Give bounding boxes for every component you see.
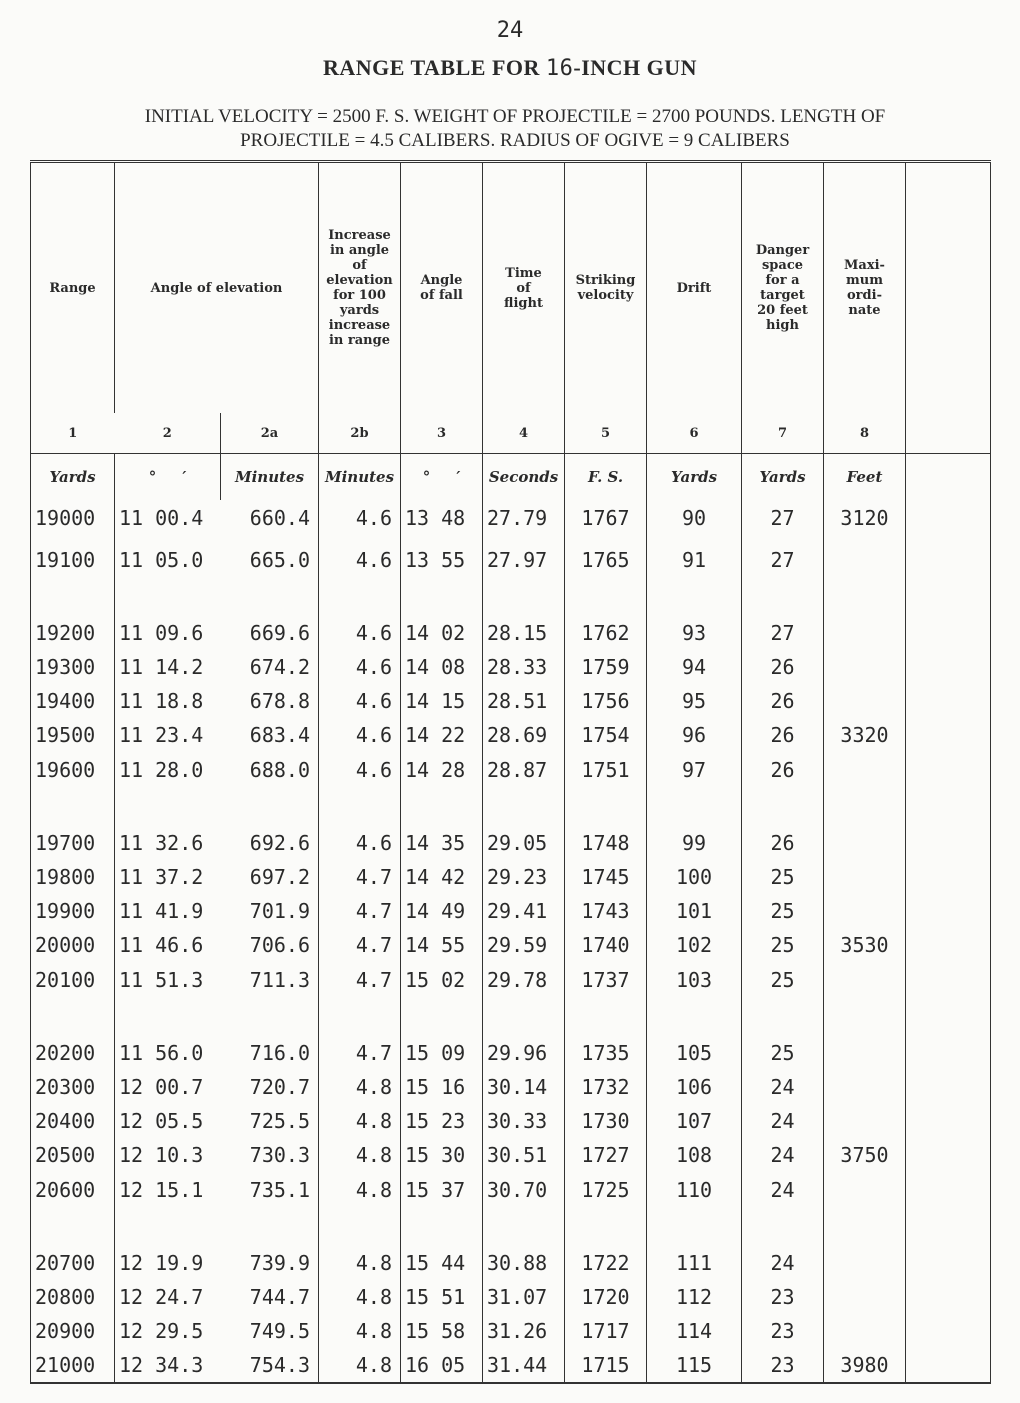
cell-danger: 27 bbox=[742, 542, 824, 616]
cell-elev: 12 19.9 bbox=[115, 1246, 221, 1280]
cell-drift: 106 bbox=[647, 1070, 742, 1104]
cell-fall: 15 02 bbox=[401, 962, 483, 1036]
cell-drift: 114 bbox=[647, 1314, 742, 1348]
column-number-row bbox=[31, 413, 991, 454]
cell-range: 20300 bbox=[31, 1070, 115, 1104]
cell-drift: 101 bbox=[647, 894, 742, 928]
cell-time: 27.97 bbox=[483, 542, 565, 616]
page-title bbox=[0, 55, 1020, 81]
cell-time: 31.07 bbox=[483, 1280, 565, 1314]
cell-vel: 1717 bbox=[565, 1314, 647, 1348]
cell-elev-min: 692.6 bbox=[249, 831, 310, 855]
cell-range: 20500 bbox=[31, 1138, 115, 1172]
cell-ord bbox=[824, 542, 906, 616]
cell-fall: 14 08 bbox=[401, 650, 483, 684]
cell-blank bbox=[906, 962, 991, 1036]
colnum-blank bbox=[906, 413, 991, 454]
cell-ord bbox=[824, 1104, 906, 1138]
cell-inc: 4.8 bbox=[319, 1070, 401, 1104]
cell-time: 30.51 bbox=[483, 1138, 565, 1172]
unit-seconds: Seconds bbox=[483, 454, 565, 501]
header-increase: Increase in angle of elevation for 100 yards increase in range bbox=[319, 162, 401, 414]
cell-elev: 12 15.1 bbox=[115, 1172, 221, 1246]
cell-elev-min: 665.0 bbox=[249, 548, 310, 572]
unit-deg-min: ° ′ bbox=[115, 454, 221, 501]
table-row bbox=[31, 1036, 991, 1070]
cell-ord bbox=[824, 752, 906, 826]
colnum-2a: 2a bbox=[221, 413, 319, 454]
header-ordinate: Maxi-mum ordi-nate bbox=[824, 162, 906, 414]
cell-inc: 4.8 bbox=[319, 1314, 401, 1348]
cell-fall: 15 16 bbox=[401, 1070, 483, 1104]
cell-range: 19900 bbox=[31, 894, 115, 928]
cell-danger: 27 bbox=[742, 500, 824, 542]
cell-vel: 1767 bbox=[565, 500, 647, 542]
cell-time: 30.14 bbox=[483, 1070, 565, 1104]
cell-inc: 4.8 bbox=[319, 1172, 401, 1246]
unit-minutes-2b: Minutes bbox=[319, 454, 401, 501]
cell-drift: 93 bbox=[647, 616, 742, 650]
cell-drift: 96 bbox=[647, 718, 742, 752]
cell-ord bbox=[824, 1280, 906, 1314]
cell-vel: 1725 bbox=[565, 1172, 647, 1246]
cell-elev-min: 706.6 bbox=[249, 933, 310, 957]
cell-time: 28.87 bbox=[483, 752, 565, 826]
cell-elev-min: 739.9 bbox=[249, 1251, 310, 1275]
cell-drift: 105 bbox=[647, 1036, 742, 1070]
cell-time: 29.78 bbox=[483, 962, 565, 1036]
cell-elev-min: 754.3 bbox=[249, 1353, 310, 1377]
cell-blank bbox=[906, 1172, 991, 1246]
cell-elev-min: 720.7 bbox=[249, 1075, 310, 1099]
cell-blank bbox=[906, 1246, 991, 1280]
cell-elev: 11 05.0 bbox=[115, 542, 221, 616]
cell-ord bbox=[824, 962, 906, 1036]
title-prefix: RANGE TABLE FOR bbox=[322, 55, 540, 80]
cell-inc: 4.6 bbox=[319, 684, 401, 718]
header-drift: Drift bbox=[647, 162, 742, 414]
cell-range: 20800 bbox=[31, 1280, 115, 1314]
cell-drift: 99 bbox=[647, 826, 742, 860]
header-range: Range bbox=[31, 162, 115, 414]
cell-elev-min: 688.0 bbox=[249, 758, 310, 782]
cell-danger: 24 bbox=[742, 1104, 824, 1138]
cell-inc: 4.6 bbox=[319, 616, 401, 650]
cell-elev-min: 711.3 bbox=[249, 968, 310, 992]
cell-blank bbox=[906, 752, 991, 826]
cell-vel: 1735 bbox=[565, 1036, 647, 1070]
cell-danger: 26 bbox=[742, 650, 824, 684]
cell-elev: 11 23.4 bbox=[115, 718, 221, 752]
cell-elev-min: 744.7 bbox=[249, 1285, 310, 1309]
cell-vel: 1765 bbox=[565, 542, 647, 616]
cell-vel: 1737 bbox=[565, 962, 647, 1036]
cell-ord: 3980 bbox=[824, 1348, 906, 1383]
table-row bbox=[31, 894, 991, 928]
cell-time: 30.70 bbox=[483, 1172, 565, 1246]
cell-inc: 4.6 bbox=[319, 826, 401, 860]
cell-fall: 14 42 bbox=[401, 860, 483, 894]
cell-drift: 94 bbox=[647, 650, 742, 684]
header-velocity: Striking velocity bbox=[565, 162, 647, 414]
cell-danger: 23 bbox=[742, 1348, 824, 1383]
cell-range: 20400 bbox=[31, 1104, 115, 1138]
cell-blank bbox=[906, 1104, 991, 1138]
cell-inc: 4.8 bbox=[319, 1138, 401, 1172]
header-fall: Angle of fall bbox=[401, 162, 483, 414]
cell-blank bbox=[906, 826, 991, 860]
cell-drift: 111 bbox=[647, 1246, 742, 1280]
cell-elev: 11 32.6 bbox=[115, 826, 221, 860]
unit-danger-yards: Yards bbox=[742, 454, 824, 501]
unit-blank bbox=[906, 454, 991, 501]
cell-fall: 15 44 bbox=[401, 1246, 483, 1280]
cell-fall: 14 02 bbox=[401, 616, 483, 650]
cell-time: 28.69 bbox=[483, 718, 565, 752]
cell-drift: 108 bbox=[647, 1138, 742, 1172]
cell-ord bbox=[824, 1172, 906, 1246]
cell-elev-min: 674.2 bbox=[249, 655, 310, 679]
cell-danger: 26 bbox=[742, 826, 824, 860]
cell-time: 29.59 bbox=[483, 928, 565, 962]
cell-blank bbox=[906, 1036, 991, 1070]
cell-elev: 12 29.5 bbox=[115, 1314, 221, 1348]
cell-ord bbox=[824, 650, 906, 684]
cell-ord: 3120 bbox=[824, 500, 906, 542]
cell-elev-min: 735.1 bbox=[249, 1178, 310, 1202]
cell-elev: 11 37.2 bbox=[115, 860, 221, 894]
cell-danger: 25 bbox=[742, 860, 824, 894]
cell-inc: 4.6 bbox=[319, 718, 401, 752]
cell-time: 28.51 bbox=[483, 684, 565, 718]
cell-ord bbox=[824, 616, 906, 650]
cell-inc: 4.8 bbox=[319, 1280, 401, 1314]
cell-vel: 1759 bbox=[565, 650, 647, 684]
cell-elev-min: 678.8 bbox=[249, 689, 310, 713]
range-table bbox=[30, 160, 991, 1384]
cell-ord bbox=[824, 826, 906, 860]
page-number: 24 bbox=[496, 18, 524, 43]
cell-danger: 25 bbox=[742, 962, 824, 1036]
cell-elev: 11 14.2 bbox=[115, 650, 221, 684]
table-row bbox=[31, 962, 991, 1036]
cell-blank bbox=[906, 1070, 991, 1104]
cell-elev: 12 24.7 bbox=[115, 1280, 221, 1314]
cell-elev: 11 56.0 bbox=[115, 1036, 221, 1070]
cell-inc: 4.7 bbox=[319, 928, 401, 962]
cell-fall: 15 09 bbox=[401, 1036, 483, 1070]
cell-range: 20600 bbox=[31, 1172, 115, 1246]
cell-drift: 91 bbox=[647, 542, 742, 616]
cell-range: 19700 bbox=[31, 826, 115, 860]
subtitle-line-1: INITIAL VELOCITY = 2500 F. S. WEIGHT OF PROJECTILE = 2700 POUNDS. LENGTH OF bbox=[144, 106, 886, 127]
table-row bbox=[31, 1172, 991, 1246]
title-suffix: -INCH GUN bbox=[573, 55, 698, 80]
cell-range: 20900 bbox=[31, 1314, 115, 1348]
cell-fall: 14 55 bbox=[401, 928, 483, 962]
title-caliber: 16 bbox=[545, 56, 574, 81]
unit-minutes: Minutes bbox=[221, 454, 319, 501]
table-row bbox=[31, 1280, 991, 1314]
cell-ord bbox=[824, 684, 906, 718]
cell-elev-min: 697.2 bbox=[249, 865, 310, 889]
cell-range: 19500 bbox=[31, 718, 115, 752]
cell-drift: 102 bbox=[647, 928, 742, 962]
cell-range: 19300 bbox=[31, 650, 115, 684]
cell-elev-min: 669.6 bbox=[249, 621, 310, 645]
cell-elev: 11 46.6 bbox=[115, 928, 221, 962]
colnum-3: 3 bbox=[401, 413, 483, 454]
cell-blank bbox=[906, 894, 991, 928]
cell-inc: 4.8 bbox=[319, 1348, 401, 1383]
cell-time: 29.96 bbox=[483, 1036, 565, 1070]
cell-time: 28.15 bbox=[483, 616, 565, 650]
cell-ord: 3320 bbox=[824, 718, 906, 752]
cell-time: 30.33 bbox=[483, 1104, 565, 1138]
cell-danger: 24 bbox=[742, 1138, 824, 1172]
cell-range: 19200 bbox=[31, 616, 115, 650]
colnum-2b: 2b bbox=[319, 413, 401, 454]
cell-inc: 4.7 bbox=[319, 894, 401, 928]
cell-range: 21000 bbox=[31, 1348, 115, 1383]
cell-blank bbox=[906, 1348, 991, 1383]
cell-fall: 14 35 bbox=[401, 826, 483, 860]
cell-ord: 3530 bbox=[824, 928, 906, 962]
cell-blank bbox=[906, 542, 991, 616]
unit-fall-deg-min: ° ′ bbox=[401, 454, 483, 501]
table-row bbox=[31, 684, 991, 718]
cell-danger: 24 bbox=[742, 1246, 824, 1280]
table-row bbox=[31, 1104, 991, 1138]
cell-range: 20100 bbox=[31, 962, 115, 1036]
table-row bbox=[31, 860, 991, 894]
cell-time: 28.33 bbox=[483, 650, 565, 684]
cell-elev-min: 716.0 bbox=[249, 1041, 310, 1065]
colnum-8: 8 bbox=[824, 413, 906, 454]
cell-inc: 4.6 bbox=[319, 752, 401, 826]
cell-blank bbox=[906, 684, 991, 718]
cell-time: 30.88 bbox=[483, 1246, 565, 1280]
cell-danger: 26 bbox=[742, 684, 824, 718]
table-row bbox=[31, 1246, 991, 1280]
cell-time: 27.79 bbox=[483, 500, 565, 542]
header-time: Time of flight bbox=[483, 162, 565, 414]
cell-ord bbox=[824, 1070, 906, 1104]
cell-elev: 11 28.0 bbox=[115, 752, 221, 826]
cell-fall: 13 55 bbox=[401, 542, 483, 616]
cell-time: 31.26 bbox=[483, 1314, 565, 1348]
cell-blank bbox=[906, 718, 991, 752]
unit-row bbox=[31, 454, 991, 501]
cell-range: 19600 bbox=[31, 752, 115, 826]
unit-fs: F. S. bbox=[565, 454, 647, 501]
cell-danger: 26 bbox=[742, 752, 824, 826]
table-row bbox=[31, 1348, 991, 1383]
cell-fall: 14 22 bbox=[401, 718, 483, 752]
header-blank bbox=[906, 162, 991, 414]
cell-fall: 15 30 bbox=[401, 1138, 483, 1172]
cell-blank bbox=[906, 1314, 991, 1348]
cell-drift: 97 bbox=[647, 752, 742, 826]
cell-time: 31.44 bbox=[483, 1348, 565, 1383]
cell-drift: 110 bbox=[647, 1172, 742, 1246]
table-row bbox=[31, 1070, 991, 1104]
cell-elev: 12 00.7 bbox=[115, 1070, 221, 1104]
cell-time: 29.23 bbox=[483, 860, 565, 894]
table-row bbox=[31, 650, 991, 684]
cell-inc: 4.6 bbox=[319, 500, 401, 542]
cell-vel: 1722 bbox=[565, 1246, 647, 1280]
table-row bbox=[31, 826, 991, 860]
cell-danger: 24 bbox=[742, 1172, 824, 1246]
cell-fall: 16 05 bbox=[401, 1348, 483, 1383]
unit-feet: Feet bbox=[824, 454, 906, 501]
cell-range: 20700 bbox=[31, 1246, 115, 1280]
cell-danger: 25 bbox=[742, 894, 824, 928]
cell-drift: 90 bbox=[647, 500, 742, 542]
cell-vel: 1756 bbox=[565, 684, 647, 718]
table-row bbox=[31, 752, 991, 826]
cell-drift: 112 bbox=[647, 1280, 742, 1314]
cell-vel: 1720 bbox=[565, 1280, 647, 1314]
header-row bbox=[31, 162, 991, 414]
cell-inc: 4.6 bbox=[319, 542, 401, 616]
cell-fall: 14 28 bbox=[401, 752, 483, 826]
cell-range: 19800 bbox=[31, 860, 115, 894]
cell-blank bbox=[906, 650, 991, 684]
cell-elev: 12 10.3 bbox=[115, 1138, 221, 1172]
cell-vel: 1715 bbox=[565, 1348, 647, 1383]
cell-ord bbox=[824, 1246, 906, 1280]
cell-ord bbox=[824, 1314, 906, 1348]
cell-range: 20200 bbox=[31, 1036, 115, 1070]
cell-elev-min: 683.4 bbox=[249, 723, 310, 747]
header-elevation: Angle of elevation bbox=[115, 162, 319, 414]
cell-range: 20000 bbox=[31, 928, 115, 962]
cell-danger: 23 bbox=[742, 1280, 824, 1314]
cell-danger: 23 bbox=[742, 1314, 824, 1348]
cell-elev: 11 09.6 bbox=[115, 616, 221, 650]
cell-inc: 4.7 bbox=[319, 860, 401, 894]
cell-vel: 1754 bbox=[565, 718, 647, 752]
cell-elev-min: 660.4 bbox=[249, 506, 310, 530]
cell-vel: 1748 bbox=[565, 826, 647, 860]
cell-inc: 4.6 bbox=[319, 650, 401, 684]
cell-danger: 25 bbox=[742, 928, 824, 962]
table-body bbox=[31, 500, 991, 1383]
cell-ord bbox=[824, 860, 906, 894]
cell-time: 29.41 bbox=[483, 894, 565, 928]
cell-elev-min: 725.5 bbox=[249, 1109, 310, 1133]
cell-danger: 26 bbox=[742, 718, 824, 752]
cell-fall: 13 48 bbox=[401, 500, 483, 542]
cell-drift: 107 bbox=[647, 1104, 742, 1138]
table-row bbox=[31, 1138, 991, 1172]
colnum-2: 2 bbox=[162, 425, 172, 441]
cell-vel: 1727 bbox=[565, 1138, 647, 1172]
cell-vel: 1743 bbox=[565, 894, 647, 928]
cell-vel: 1751 bbox=[565, 752, 647, 826]
cell-fall: 15 58 bbox=[401, 1314, 483, 1348]
cell-vel: 1740 bbox=[565, 928, 647, 962]
colnum-6: 6 bbox=[647, 413, 742, 454]
table-row bbox=[31, 928, 991, 962]
colnum-1: 1 bbox=[31, 413, 115, 454]
cell-blank bbox=[906, 616, 991, 650]
cell-inc: 4.7 bbox=[319, 962, 401, 1036]
colnum-4: 4 bbox=[483, 413, 565, 454]
table-row bbox=[31, 542, 991, 616]
cell-blank bbox=[906, 1138, 991, 1172]
cell-elev: 12 05.5 bbox=[115, 1104, 221, 1138]
colnum-5: 5 bbox=[565, 413, 647, 454]
cell-elev: 11 18.8 bbox=[115, 684, 221, 718]
cell-elev-min: 749.5 bbox=[249, 1319, 310, 1343]
cell-danger: 27 bbox=[742, 616, 824, 650]
cell-inc: 4.8 bbox=[319, 1246, 401, 1280]
cell-fall: 15 23 bbox=[401, 1104, 483, 1138]
table-row bbox=[31, 1314, 991, 1348]
cell-range: 19400 bbox=[31, 684, 115, 718]
cell-ord: 3750 bbox=[824, 1138, 906, 1172]
cell-range: 19000 bbox=[31, 500, 115, 542]
cell-blank bbox=[906, 928, 991, 962]
cell-vel: 1762 bbox=[565, 616, 647, 650]
cell-elev: 11 41.9 bbox=[115, 894, 221, 928]
cell-vel: 1745 bbox=[565, 860, 647, 894]
cell-ord bbox=[824, 894, 906, 928]
cell-vel: 1730 bbox=[565, 1104, 647, 1138]
table-row bbox=[31, 500, 991, 542]
cell-range: 19100 bbox=[31, 542, 115, 616]
cell-vel: 1732 bbox=[565, 1070, 647, 1104]
subtitle-line-2: PROJECTILE = 4.5 CALIBERS. RADIUS OF OGIVE = 9 CALIBERS bbox=[240, 130, 790, 151]
unit-yards: Yards bbox=[31, 454, 115, 501]
cell-elev: 11 51.3 bbox=[115, 962, 221, 1036]
cell-blank bbox=[906, 500, 991, 542]
unit-drift-yards: Yards bbox=[647, 454, 742, 501]
cell-drift: 95 bbox=[647, 684, 742, 718]
cell-fall: 15 51 bbox=[401, 1280, 483, 1314]
cell-fall: 14 49 bbox=[401, 894, 483, 928]
header-danger: Danger space for a target 20 feet high bbox=[742, 162, 824, 414]
cell-elev: 12 34.3 bbox=[115, 1348, 221, 1383]
cell-elev-min: 730.3 bbox=[249, 1143, 310, 1167]
cell-elev-min: 701.9 bbox=[249, 899, 310, 923]
cell-danger: 25 bbox=[742, 1036, 824, 1070]
cell-drift: 103 bbox=[647, 962, 742, 1036]
cell-blank bbox=[906, 860, 991, 894]
cell-fall: 15 37 bbox=[401, 1172, 483, 1246]
colnum-7: 7 bbox=[742, 413, 824, 454]
cell-inc: 4.8 bbox=[319, 1104, 401, 1138]
cell-blank bbox=[906, 1280, 991, 1314]
cell-fall: 14 15 bbox=[401, 684, 483, 718]
cell-drift: 100 bbox=[647, 860, 742, 894]
cell-danger: 24 bbox=[742, 1070, 824, 1104]
cell-drift: 115 bbox=[647, 1348, 742, 1383]
cell-time: 29.05 bbox=[483, 826, 565, 860]
cell-elev: 11 00.4 bbox=[115, 500, 221, 542]
cell-inc: 4.7 bbox=[319, 1036, 401, 1070]
table-row bbox=[31, 718, 991, 752]
cell-ord bbox=[824, 1036, 906, 1070]
table-row bbox=[31, 616, 991, 650]
